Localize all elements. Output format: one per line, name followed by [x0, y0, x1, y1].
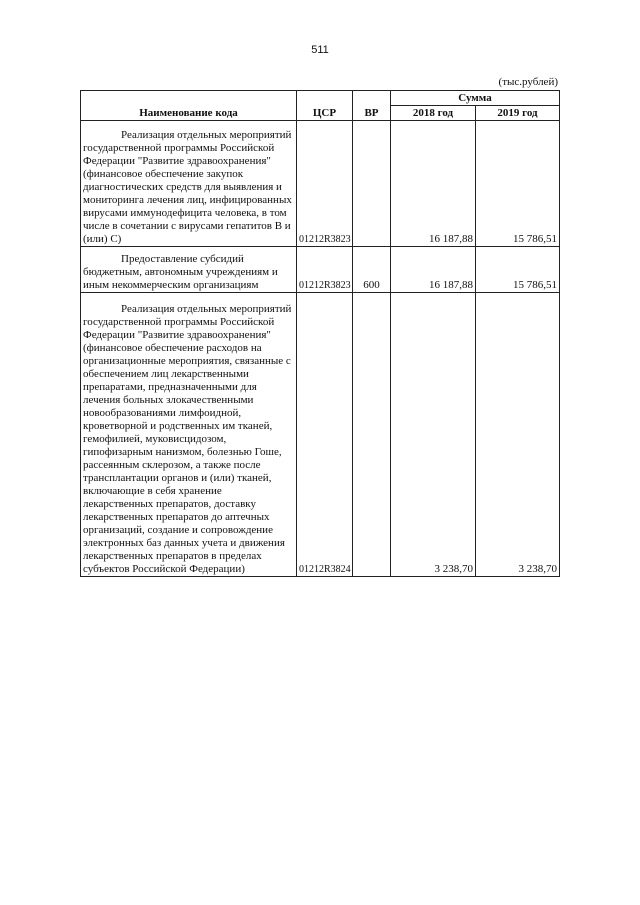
units-label: (тыс.рублей)	[498, 76, 558, 88]
row-csr: 01212R3824	[297, 293, 353, 577]
header-row	[81, 91, 560, 106]
column-header-2019: 2019 год	[476, 106, 560, 121]
column-header-2018: 2018 год	[391, 106, 476, 121]
table-row	[81, 293, 560, 577]
row-sum-2019: 3 238,70	[476, 293, 560, 577]
row-name-text: Реализация отдельных мероприятий государственной программы Российской Федерации "Развитие здравоохранения" (финансовое обеспечение закупок диагностических средств для выявления и мониторинга лечения лиц, инфицированных вирусами иммунодефицита человека, в том числе в сочетании с вирусами гепатитов В и (или) С)	[83, 129, 292, 245]
column-header-vr: ВР	[353, 91, 391, 121]
budget-table	[80, 90, 560, 577]
row-vr: 600	[353, 247, 391, 293]
column-header-name: Наименование кода	[81, 91, 297, 121]
row-sum-2019: 15 786,51	[476, 121, 560, 247]
row-name	[81, 247, 297, 293]
table-row	[81, 121, 560, 247]
column-header-sum: Сумма	[391, 91, 560, 106]
row-sum-2018: 16 187,88	[391, 121, 476, 247]
row-csr: 01212R3823	[297, 121, 353, 247]
row-sum-2019: 15 786,51	[476, 247, 560, 293]
row-sum-2018: 16 187,88	[391, 247, 476, 293]
column-header-csr: ЦСР	[297, 91, 353, 121]
row-name	[81, 293, 297, 577]
page-number: 511	[311, 44, 329, 56]
row-name	[81, 121, 297, 247]
row-vr	[353, 293, 391, 577]
row-sum-2018: 3 238,70	[391, 293, 476, 577]
row-csr: 01212R3823	[297, 247, 353, 293]
row-vr	[353, 121, 391, 247]
row-name-text: Реализация отдельных мероприятий государственной программы Российской Федерации "Развитие здравоохранения" (финансовое обеспечение расходов на организационные мероприятия, связанные с обеспечением лиц лекарственными препаратами, предназначенными для лечения больных злокачественными новообразованиями лимфоидной, кроветворной и родственных им тканей, гемофилией, муковисцидозом, гипофизарным нанизмом, болезнью Гоше, рассеянным склерозом, а также после трансплантации органов и (или) тканей, включающие в себя хранение лекарственных препаратов, доставку лекарственных препаратов до аптечных организаций, создание и сопровождение электронных баз данных учета и движения лекарственных препаратов в пределах субъектов Российской Федерации)	[83, 303, 292, 575]
row-name-text: Предоставление субсидий бюджетным, автономным учреждениям и иным некоммерческим организациям	[83, 253, 278, 291]
table-row	[81, 247, 560, 293]
